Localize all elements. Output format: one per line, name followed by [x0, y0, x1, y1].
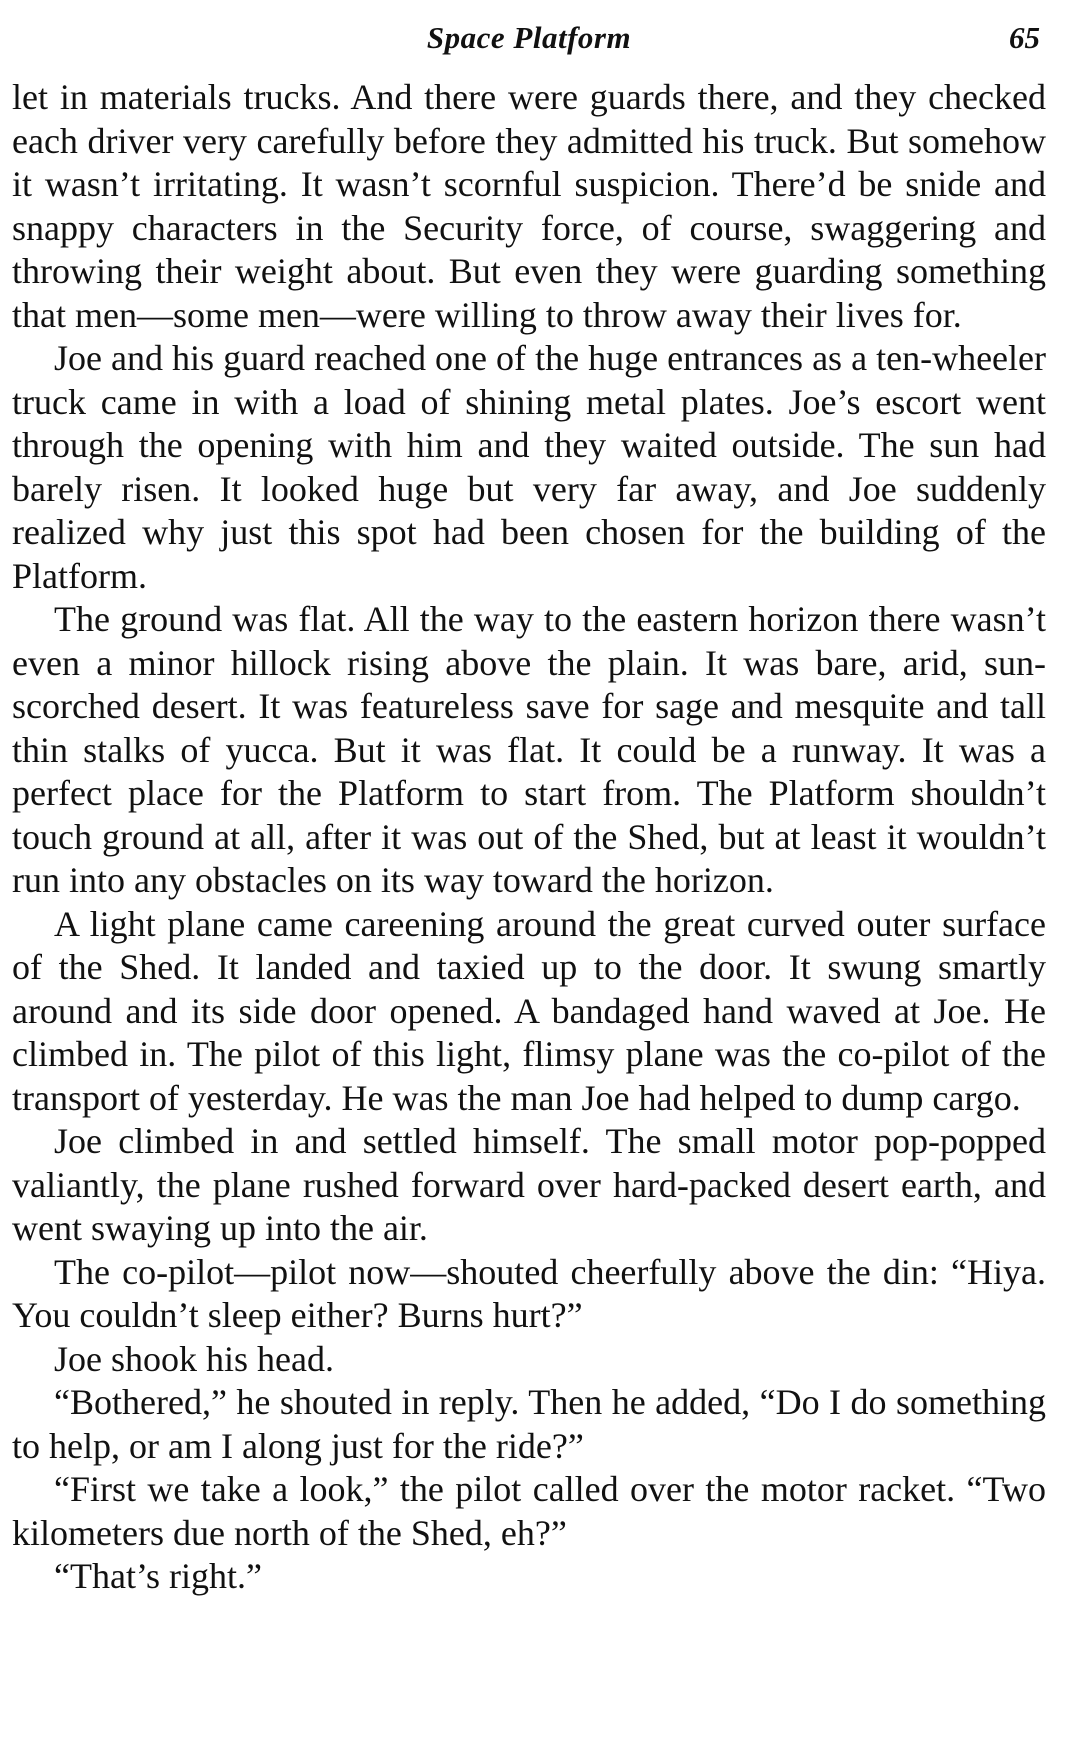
- paragraph: The co-pilot—pilot now—shouted cheerfully above the din: “Hiya. You couldn’t sleep either? Burns hurt?”: [12, 1251, 1046, 1335]
- paragraph: The ground was flat. All the way to the eastern horizon there wasn’t even a minor hillock rising above the plain. It was bare, arid, sun-scorched desert. It was featureless save for sage and mesquite and tall thin stalks of yucca. But it was flat. It could be a runway. It was a perfect place for the Platform to start from. The Platform shouldn’t touch ground at all, after it was out of the Shed, but at least it wouldn’t run into any obstacles on its way toward the horizon.: [12, 599, 1046, 900]
- paragraph: Joe shook his head.: [54, 1338, 334, 1379]
- paragraph: “First we take a look,” the pilot called over the motor racket. “Two kilometers due north of the Shed, eh?”: [12, 1469, 1046, 1553]
- running-title: Space Platform: [426, 20, 632, 55]
- paragraph: A light plane came careening around the great curved outer surface of the Shed. It landed and taxied up to the door. It swung smartly around and its side door opened. A bandaged hand waved at Joe. He climbed in. The pilot of this light, flimsy plane was the co-pilot of the transport of yesterday. He was the man Joe had helped to dump cargo.: [12, 903, 1046, 1118]
- running-head: [12, 20, 1046, 74]
- paragraph: “That’s right.”: [54, 1556, 262, 1596]
- paragraph: Joe climbed in and settled himself. The small motor pop-popped valiantly, the plane rushed forward over hard-packed desert earth, and went swaying up into the air.: [12, 1121, 1046, 1248]
- paragraph-continued: let in materials trucks. And there were guards there, and they checked each driver very carefully before they admitted his truck. But somehow it wasn’t irritating. It wasn’t scornful suspicion. There’d be snide and snappy characters in the Security force, of course, swaggering and throwing their weight about. But even they were guarding something that men—some men—were willing to throw away their lives for.: [12, 77, 1046, 335]
- paragraph: “Bothered,” he shouted in reply. Then he added, “Do I do something to help, or am I along just for the ride?”: [12, 1382, 1046, 1466]
- paragraph: Joe and his guard reached one of the huge entrances as a ten-wheeler truck came in with a load of shining metal plates. Joe’s escort went through the opening with him and they waited outside. The sun had barely risen. It looked huge but very far away, and Joe suddenly realized why just this spot had been chosen for the building of the Platform.: [12, 338, 1046, 596]
- body-text: [12, 76, 1046, 1599]
- page-number: 65: [1009, 20, 1040, 55]
